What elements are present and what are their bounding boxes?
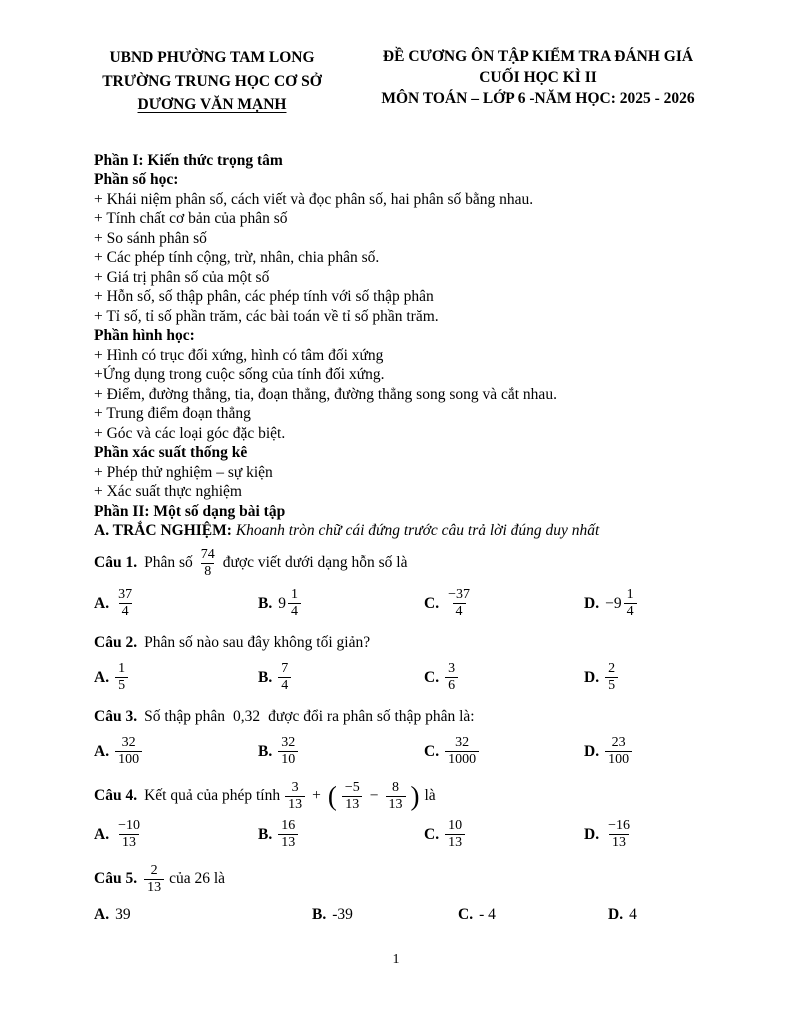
exam-title-line-1: ĐỀ CƯƠNG ÔN TẬP KIỂM TRA ĐÁNH GIÁ: [382, 48, 694, 65]
geometry-item: +Ứng dụng trong cuộc sống của tính đối xứng.: [94, 366, 385, 383]
question-5-text-after: của 26 là: [169, 870, 226, 887]
option-label: C.: [424, 594, 440, 612]
question-4-text-before: Kết quả của phép tính: [144, 787, 281, 804]
question-5-options: [94, 902, 734, 928]
question-1: [94, 547, 734, 580]
institution-line-1: UBND PHƯỜNG TAM LONG: [109, 49, 315, 66]
option-label: C.: [424, 825, 440, 843]
institution-line-2: TRƯỜNG TRUNG HỌC CƠ SỞ: [102, 72, 322, 90]
arithmetic-item: + Tính chất cơ bản của phân số: [94, 210, 288, 227]
question-4: [94, 780, 734, 813]
question-2-text: Phân số nào sau đây không tối giản?: [144, 633, 371, 651]
questions-section: [94, 547, 734, 928]
part2-title: Phần II: Một số dạng bài tập: [94, 502, 286, 520]
question-1-text-after: được viết dưới dạng hỗn số là: [222, 554, 408, 571]
question-3-option-b: [258, 735, 424, 768]
question-1-option-c: [424, 587, 584, 620]
part1-title: Phần I: Kiến thức trọng tâm: [94, 151, 283, 169]
decimal-number: 0,32: [233, 707, 261, 725]
question-4-option-c: [424, 818, 584, 851]
option-label: D.: [584, 825, 600, 843]
option-label: C.: [458, 905, 474, 923]
question-4-label: Câu 4.: [94, 787, 138, 804]
mixed-number: [278, 587, 301, 620]
option-value: -39: [332, 905, 353, 923]
fraction: $\frac{32}{100}$: [115, 735, 142, 768]
fraction: $\frac{32}{10}$: [278, 735, 298, 768]
document-body: [94, 151, 734, 928]
option-label: A.: [94, 905, 110, 923]
option-value: 39: [115, 905, 131, 923]
option-label: A.: [94, 668, 110, 686]
fraction: $\frac{23}{100}$: [605, 735, 632, 768]
fraction: [198, 547, 218, 580]
question-5-option-b: [312, 906, 458, 924]
fraction: $\frac{1}{4}$: [624, 587, 637, 620]
option-label: C.: [424, 742, 440, 760]
mixed-number: [605, 587, 637, 620]
outline-section: [94, 151, 734, 541]
probability-item: + Phép thử nghiệm – sự kiện: [94, 463, 273, 481]
option-label: C.: [424, 668, 440, 686]
question-5-option-d: [608, 906, 734, 924]
question-4-option-d: [584, 818, 734, 851]
institution-block: [94, 46, 330, 117]
option-value: - 4: [479, 905, 496, 923]
question-2-option-c: [424, 661, 584, 694]
probability-item: + Xác suất thực nghiệm: [94, 483, 242, 500]
option-value: 4: [629, 905, 637, 923]
fraction: $\frac{37}{4}$: [118, 587, 133, 619]
arithmetic-item: + Hỗn số, số thập phân, các phép tính với số thập phân: [94, 288, 434, 305]
exam-title-line-3: MÔN TOÁN – LỚP 6 -NĂM HỌC: 2025 - 2026: [381, 90, 695, 107]
arithmetic-title: Phần số học:: [94, 171, 179, 188]
fraction-denominator: 8: [201, 563, 214, 580]
option-label: D.: [584, 742, 600, 760]
section-a-label: A. TRẮC NGHIỆM:: [94, 522, 232, 539]
question-3-option-c: [424, 735, 584, 768]
question-2: [94, 630, 734, 656]
question-4-option-a: [94, 818, 258, 851]
question-3-text-after: được đổi ra phân số thập phân là:: [268, 707, 475, 725]
question-4-text-after: là: [424, 787, 436, 804]
option-label: B.: [312, 905, 327, 923]
question-3-label: Câu 3.: [94, 707, 138, 725]
question-5-option-c: [458, 906, 608, 924]
arithmetic-item: + Giá trị phân số của một số: [94, 268, 270, 286]
question-1-option-a: [94, 587, 258, 620]
fraction: $\frac{1}{5}$: [115, 661, 128, 694]
option-label: B.: [258, 742, 273, 760]
question-5-label: Câu 5.: [94, 870, 138, 887]
question-5: [94, 863, 734, 896]
minus-operator: −: [369, 787, 379, 804]
page-number: 1: [392, 952, 400, 967]
question-2-option-d: [584, 661, 734, 694]
whole-part: 9: [278, 594, 286, 612]
geometry-item: + Điểm, đường thẳng, tia, đoạn thẳng, đường thẳng song song và cắt nhau.: [94, 385, 557, 403]
option-label: D.: [584, 594, 600, 612]
question-4-option-b: [258, 818, 424, 851]
fraction: $\frac{16}{13}$: [278, 818, 298, 851]
fraction: $\frac{32}{1000}$: [445, 735, 479, 768]
arithmetic-item: + Các phép tính cộng, trừ, nhân, chia phân số.: [94, 249, 380, 266]
question-5-option-a: [94, 906, 312, 924]
option-label: A.: [94, 742, 110, 760]
geometry-item: + Góc và các loại góc đặc biệt.: [94, 424, 286, 442]
question-3-option-a: [94, 735, 258, 768]
fraction: $\frac{-37}{4}$: [448, 587, 470, 619]
fraction-numerator: 74: [200, 546, 215, 562]
question-1-text-before: Phân số: [144, 554, 193, 571]
fraction: $\frac{2}{13}$: [144, 863, 164, 896]
option-label: B.: [258, 825, 273, 843]
question-2-label: Câu 2.: [94, 633, 138, 651]
question-1-option-d: [584, 587, 734, 620]
arithmetic-item: + Tỉ số, tỉ số phần trăm, các bài toán về tỉ số phần trăm.: [94, 307, 439, 325]
question-3-text-before: Số thập phân: [144, 707, 226, 725]
option-label: A.: [94, 594, 110, 612]
close-paren: ): [410, 780, 420, 811]
option-label: D.: [608, 905, 624, 923]
option-label: A.: [94, 825, 110, 843]
section-a-heading: [94, 521, 734, 541]
section-a-instruction: Khoanh tròn chữ cái đứng trước câu trả lời đúng duy nhất: [235, 522, 600, 539]
option-label: B.: [258, 594, 273, 612]
question-3: [94, 704, 734, 730]
fraction: $\frac{8}{13}$: [386, 780, 406, 813]
question-2-options: [94, 660, 734, 696]
option-label: B.: [258, 668, 273, 686]
exam-title-line-2: CUỐI HỌC KÌ II: [479, 69, 597, 86]
fraction: $\frac{10}{13}$: [445, 818, 465, 851]
question-1-options: [94, 586, 734, 622]
open-paren: (: [327, 780, 337, 811]
geometry-item: + Hình có trục đối xứng, hình có tâm đối xứng: [94, 346, 384, 364]
fraction: $\frac{1}{4}$: [288, 587, 301, 620]
whole-part: −9: [605, 594, 622, 612]
fraction: $\frac{-16}{13}$: [608, 818, 630, 850]
question-3-option-d: [584, 735, 734, 768]
question-2-option-a: [94, 661, 258, 694]
exam-title-block: [342, 46, 734, 117]
question-3-options: [94, 734, 734, 770]
arithmetic-item: + Khái niệm phân số, cách viết và đọc phân số, hai phân số bằng nhau.: [94, 190, 534, 208]
fraction: $\frac{7}{4}$: [278, 661, 291, 694]
fraction: $\frac{-5}{13}$: [342, 780, 363, 813]
question-4-options: [94, 817, 734, 853]
fraction: $\frac{3}{6}$: [445, 661, 458, 694]
fraction: $\frac{3}{13}$: [285, 780, 305, 813]
geometry-item: + Trung điểm đoạn thẳng: [94, 405, 251, 422]
fraction: $\frac{-10}{13}$: [118, 818, 140, 850]
question-1-label: Câu 1.: [94, 554, 138, 571]
option-label: D.: [584, 668, 600, 686]
question-1-option-b: [258, 587, 424, 620]
fraction: $\frac{2}{5}$: [605, 661, 618, 694]
probability-title: Phần xác suất thống kê: [94, 444, 248, 461]
document-header: [94, 46, 734, 117]
arithmetic-item: + So sánh phân số: [94, 229, 207, 247]
school-name: DƯƠNG VĂN MẠNH: [137, 96, 287, 113]
plus-operator: +: [312, 787, 321, 804]
question-2-option-b: [258, 661, 424, 694]
geometry-title: Phần hình học:: [94, 327, 195, 344]
